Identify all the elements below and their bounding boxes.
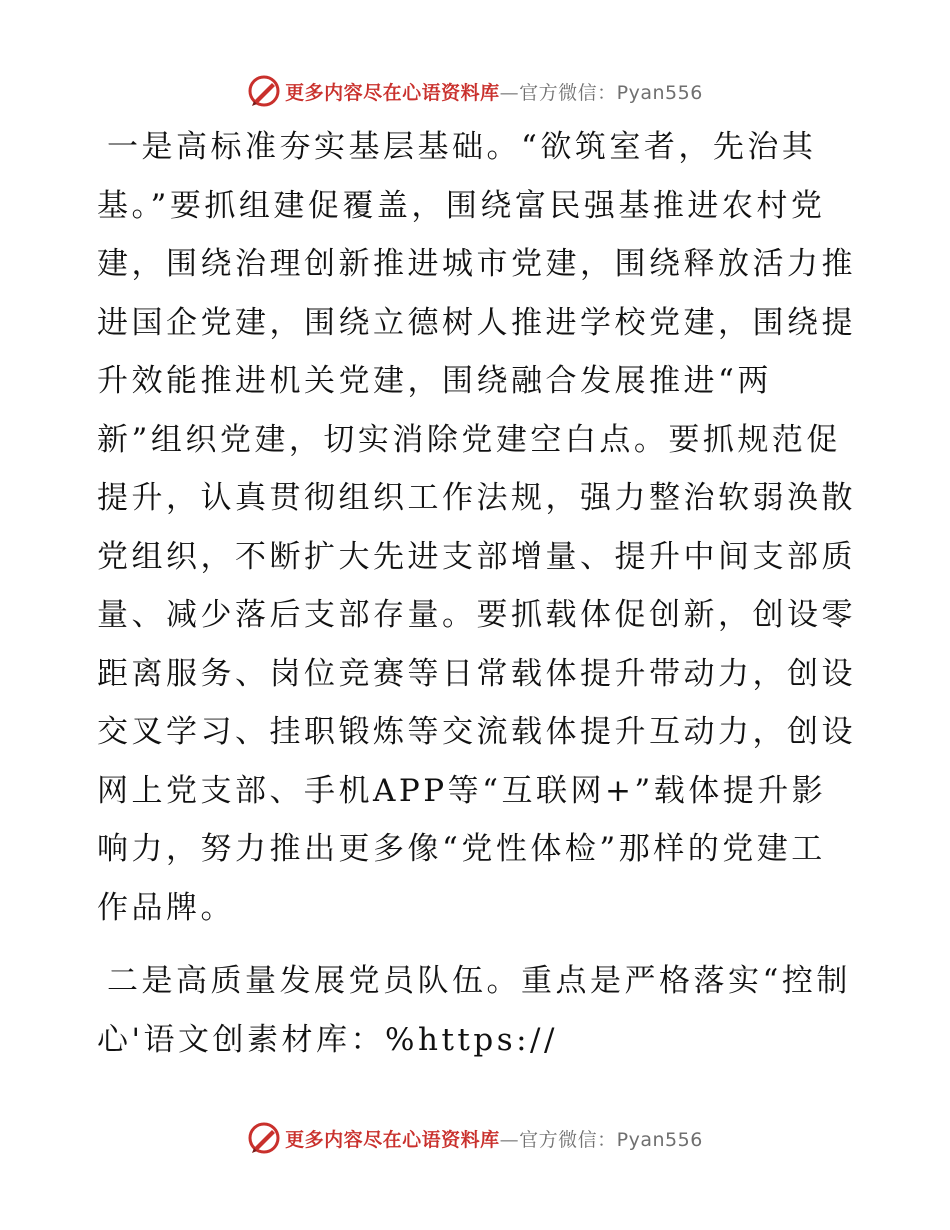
- header-watermark-banner: [0, 71, 950, 111]
- banner-wechat-id: 官方微信：Pyan556: [519, 1128, 703, 1151]
- banner-wechat-id: 官方微信：Pyan556: [519, 81, 703, 104]
- banner-site-name: 更多内容尽在心语资料库: [285, 1128, 500, 1151]
- banner-separator: —: [499, 1128, 520, 1151]
- banner-text: [285, 78, 703, 105]
- banner-site-name: 更多内容尽在心语资料库: [285, 81, 500, 104]
- paragraph-1: 一是高标准夯实基层基础。“欲筑室者，先治其基。”要抓组建促覆盖，围绕富民强基推进农村党建，围绕治理创新推进城市党建，围绕释放活力推进国企党建，围绕立德树人推进学校党建，围绕提升效能推进机关党建，围绕融合发展推进“两新”组织党建，切实消除党建空白点。要抓规范促提升，认真贯彻组织工作法规，强力整治软弱涣散党组织，不断扩大先进支部增量、提升中间支部质量、减少落后支部存量。要抓载体促创新，创设零距离服务、岗位竞赛等日常载体提升带动力，创设交叉学习、挂职锻炼等交流载体提升互动力，创设网上党支部、手机APP等“互联网+”载体提升影响力，努力推出更多像“党性体检”那样的党建工作品牌。: [97, 129, 856, 926]
- banner-text: [285, 1125, 703, 1152]
- pen-logo-icon: [247, 1121, 281, 1155]
- banner-separator: —: [499, 81, 520, 104]
- pen-logo-icon: [247, 74, 281, 108]
- footer-watermark-banner: [0, 1118, 950, 1158]
- paragraph-2: 二是高质量发展党员队伍。重点是严格落实“控制心'语文创素材库：%https://: [97, 963, 851, 1058]
- document-body: [97, 118, 857, 1069]
